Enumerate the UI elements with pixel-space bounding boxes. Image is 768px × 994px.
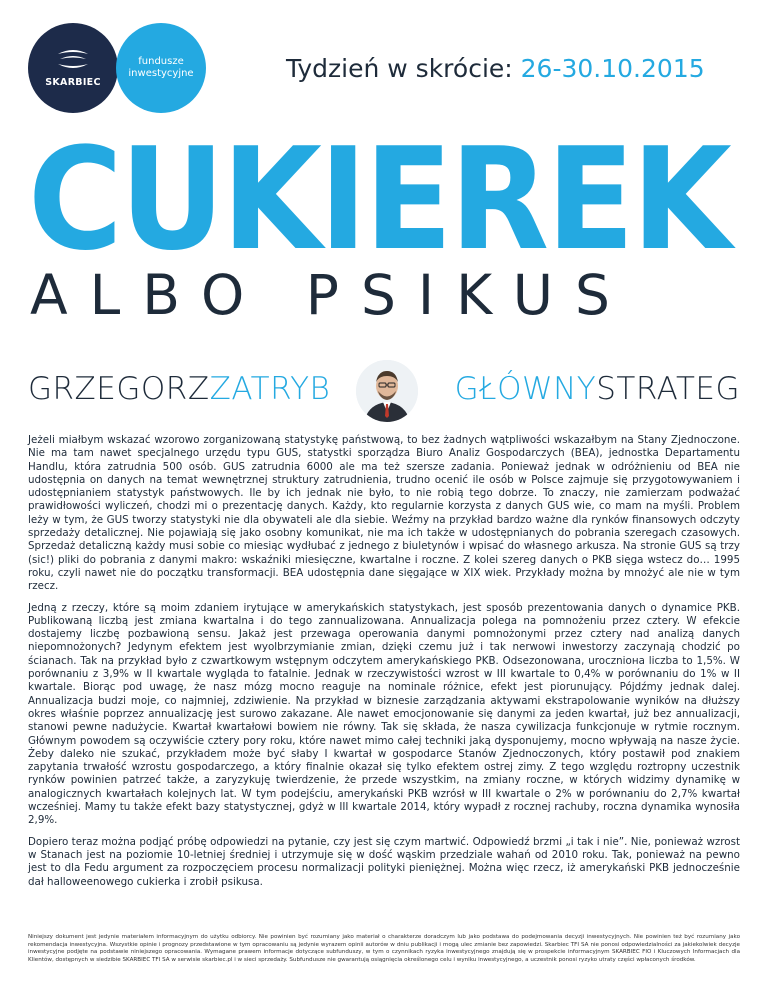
author-name [28,371,331,407]
badge-line-1: fundusze [138,55,184,67]
headline-main: CUKIEREK [28,118,730,282]
author-row [28,360,740,422]
author-role [454,371,740,407]
article-paragraph: Dopiero teraz można podjąć próbę odpowiedzi na pytanie, czy jest się czym martwić. Odpowiedź brzmi „i tak i nie”. Nie, ponieważ wzrost w Stanach jest na poziomie 10-letniej średniej i utrzymuje się w dość wąskim przedziale wahań od 2010 roku. Tak, ponieważ na pewno jest to dla Fedu argument za rozpoczęciem procesu normalizacji polityki pieniężnej. Można więc rzecz, iż amerykański PKB jednocześnie dał halloweenowego cukierka i zrobił psikusa. [28,835,740,888]
header-dates: 26-30.10.2015 [520,54,705,83]
author-first-name: GRZEGORZ [28,371,210,407]
skarbiec-logo [28,23,118,113]
skarbiec-emblem-icon [56,48,90,74]
fundusze-badge [116,23,206,113]
author-avatar [356,360,418,422]
author-role-part2: STRATEG [596,371,740,407]
author-portrait-icon [356,360,418,422]
brand-name: SKARBIEC [45,77,101,88]
headline-sub: ALBO PSIKUS [30,263,632,327]
header-title [286,54,705,83]
article-paragraph: Jeżeli miałbym wskazać wzorowo zorganizowaną statystykę państwową, to bez żadnych wątpliwości wskazałbym na Stany Zjednoczone. Nie ma tam nawet specjalnego urzędu typu GUS, statystki sporządza Biuro Analiz Gospodarczych (BEA), jednostka Departamentu Handlu, która zatrudnia 500 osób. GUS zatrudnia 6000 ale ma też szersze zadania. Ponieważ jednak w odróżnieniu od BEA nie udostępnia on danych na temat wewnętrznej struktury zatrudnienia, trudno ocenić ile osób w Polsce zajmuje się przygotowywaniem i udostępnianiem statystyk państwowych. Ile by ich jednak nie było, to nie robią tego dobrze. To znaczy, nie zamierzam podważać prawidłowości wyliczeń, chodzi mi o prezentację danych. Każdy, kto regularnie korzysta z danych GUS wie, co mam na myśli. Problem leży w tym, że GUS tworzy statystyki nie dla obywateli ale dla siebie. Weźmy na przykład bardzo ważne dla rynków finansowych odczyty sprzedaży detalicznej. Nie pojawiają się jako osobny komunikat, nie ma ich także w udostępnianych do pobrania szeregach czasowych. Sprzedaż detaliczną każdy musi sobie co miesiąc wydłubać z jednego z biuletynów i wpisać do własnego arkusza. Na stronie GUS są trzy (sic!) pliki do pobrania z danymi makro: wskaźniki miesięczne, kwartalne i roczne. Z kolei szereg danych o PKB sięga wstecz do… 1995 roku, czyli nawet nie do początku transformacji. BEA udostępnia dane sięgające w XIX wiek. Przykłady można by mnożyć ale nie w tym rzecz. [28,434,740,593]
article-paragraph: Jedną z rzeczy, które są moim zdaniem irytujące w amerykańskich statystykach, jest sposób prezentowania danych o dynamice PKB. Publikowaną liczbą jest zmiana kwartalna i do tego zannualizowana. Annualizacja polega na pomnożeniu przez cztery. W efekcie dostajemy liczbę pozbawioną sensu. Jakaż jest przewaga operowania danymi pomnożonymi przez cztery nad analizą danych niepomnożonych? Jedynym efektem jest wyolbrzymianie zmian, dzięki czemu już i tak nerwowi inwestorzy zaczynają chodzić po ścianach. Tak na przykład było z czwartkowym wstępnym odczytem amerykańskiego PKB. Odsezonowana, urocznioна liczba to 1,5%. W porównaniu z 3,9% w II kwartale wygląda to fatalnie. Jednak w rzeczywistości wzrost w III kwartale to 0,4% w porównaniu do 1% w II kwartale. Biorąc pod uwagę, że nasz mózg mocno reaguje na nominale różnice, efekt jest piorunujący. Pójdźmy jednak dalej. Annualizacja budzi moje, co najmniej, zdziwienie. Na przykład w biznesie zarządzania aktywami ekstrapolowanie wyników na dłuższy okres właśnie poprzez annualizację jest surowo zakazane. Ale nawet emocjonowanie się danymi za jeden kwartał, już bez annualizacji, stanowi pewne nadużycie. Kwartał kwartałowi bowiem nie równy. Tak się składa, że nasza cywilizacja funkcjonuje w rytmie rocznym. Głównym powodem są oczywiście cztery pory roku, które nawet mimo całej techniki jaką dysponujemy, mocno wpływają na nasze życie. Żeby daleko nie szukać, przykładem może być słaby I kwartał w gospodarce Stanów Zjednoczonych, który postawił pod znakiem zapytania trwałość wzrostu gospodarczego, a który finalnie okazał się tylko efektem ostrej zimy. Z tego względu roztropny uczestnik rynków powinien patrzeć także, a zaryzykuję twierdzenie, że przede wszystkim, na zmiany roczne, w których widzimy dynamikę w analogicznych kwartałach kolejnych lat. W tym podejściu, amerykański PKB wzrósł w III kwartale o 2% w porównaniu do 2,7% kwartał wcześniej. Mamy tu także efekt bazy statystycznej, gdyż w III kwartale 2014, który wypadł z rocznej rachuby, roczna dynamika wynosiła 2,9%. [28,601,740,827]
badge-line-2: inwestycyjne [128,68,194,79]
header-title-label: Tydzień w skrócie: [286,54,513,83]
author-role-part1: GŁÓWNY [454,371,597,407]
article-body [28,434,740,897]
legal-disclaimer: Niniejszy dokument jest jedynie materiałem informacyjnym do użytku odbiorcy. Nie powinien być rozumiany jako materiał o charakterze doradczym lub jako podstawa do podejmowania decyzji inwestycyjnych. Nie powinien też być rozumiany jako rekomendacja inwestycyjna. Wszystkie opinie i prognozy przedstawione w tym opracowaniu są jedynie wyrazem opinii autorów w dniu publikacji i mogą ulec zmianie bez zapowiedzi. Skarbiec TFI SA nie ponosi odpowiedzialności za jakiekolwiek decyzje inwestycyjne podjęte na podstawie niniejszego opracowania. Wymagane prawem informacje dotyczące subfunduszy, w tym o czynnikach ryzyka inwestycyjnego znajdują się w prospekcie informacyjnym SKARBIEC FIO i Kluczowych Informacjach dla Klientów, dostępnych w siedzibie SKARBIEC TFI SA w serwisie skarbiec.pl i w sieci sprzedaży. Subfundusze nie gwarantują osiągnięcia określonego celu i wyniku inwestycyjnego, a uczestnik ponosi ryzyko utraty części wpłaconych środków. [28,934,740,963]
author-last-name: ZATRYB [209,371,331,407]
